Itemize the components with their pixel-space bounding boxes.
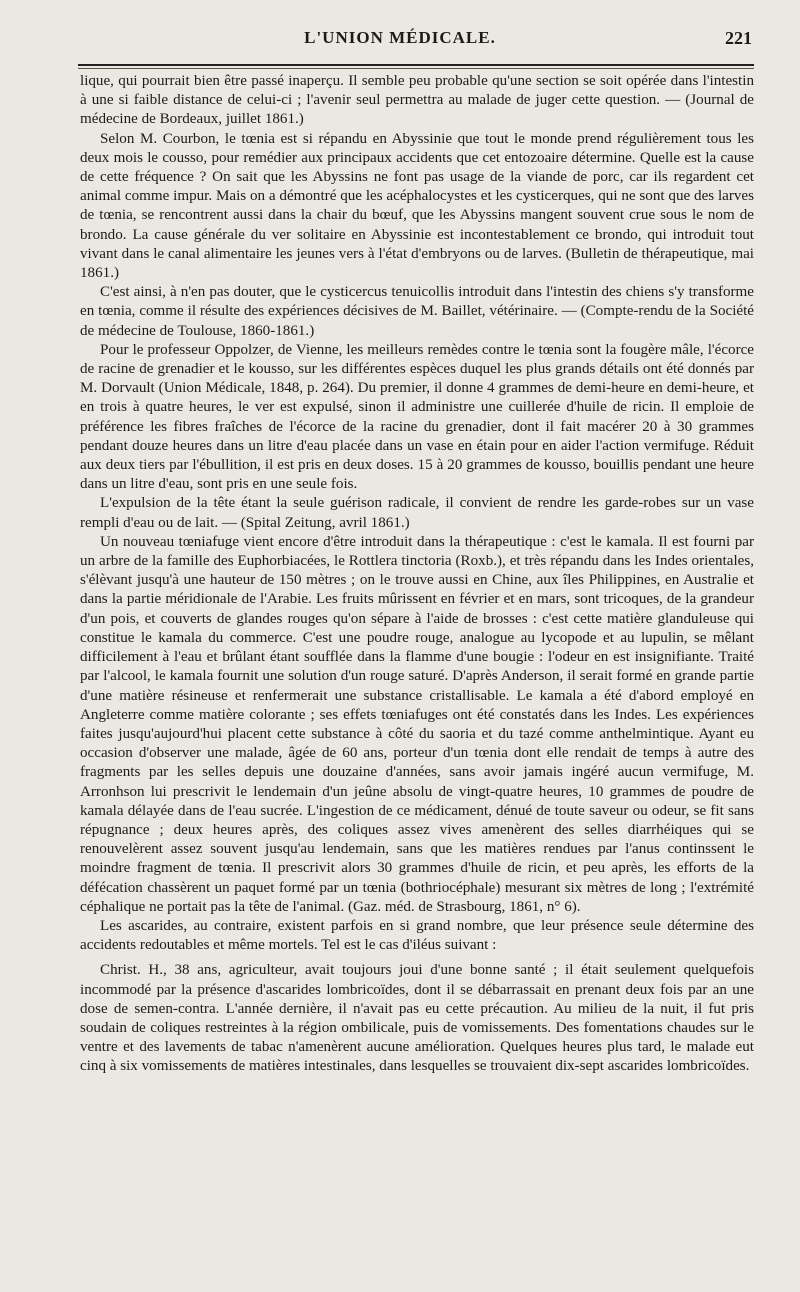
paragraph: lique, qui pourrait bien être passé inaperçu. Il semble peu probable qu'une section se soit opérée dans l'intestin à une si faible distance de celui-ci ; l'avenir seul permettra au malade de juger cette question. — (Journal de médecine de Bordeaux, juillet 1861.) bbox=[80, 73, 754, 128]
page-header bbox=[0, 28, 800, 58]
body-text bbox=[80, 72, 754, 1077]
paragraph: Les ascarides, au contraire, existent parfois en si grand nombre, que leur présence seule détermine des accidents redoutables et même mortels. Tel est le cas d'iléus suivant : bbox=[80, 917, 754, 954]
paragraph: C'est ainsi, à n'en pas douter, que le cysticercus tenuicollis introduit dans l'intestin des chiens s'y transforme en tœnia, comme il résulte des expériences décisives de M. Baillet, vétérinaire. — (Compte-rendu de la Société de médecine de Toulouse, 1860-1861.) bbox=[80, 284, 754, 339]
paragraph: Pour le professeur Oppolzer, de Vienne, les meilleurs remèdes contre le tœnia sont la fougère mâle, l'écorce de racine de grenadier et le kousso, sur les différentes espèces duquel les plus grands détails ont été donnés par M. Dorvault (Union Médicale, 1848, p. 264). Du premier, il donne 4 grammes de demi-heure en demi-heure, et en trois à quatre heures, le ver est expulsé, sinon il administre une cuillerée d'huile de ricin. Il emploie de préférence les fibres fraîches de l'écorce de la racine du grenadier, dont il fait macérer 20 à 30 grammes pendant douze heures dans un litre d'eau placée dans un vase en étain pour en aider l'action vermifuge. Réduit aux deux tiers par l'ébullition, il est pris en deux doses. 15 à 20 grammes de kousso, bouillis pendant une heure dans un litre d'eau, sont pris en une seule fois. bbox=[80, 341, 754, 493]
paragraph: L'expulsion de la tête étant la seule guérison radicale, il convient de rendre les garde-robes sur un vase rempli d'eau ou de lait. — (Spital Zeitung, avril 1861.) bbox=[80, 495, 754, 531]
running-title: L'UNION MÉDICALE. bbox=[304, 28, 496, 47]
paragraph: Christ. H., 38 ans, agriculteur, avait toujours joui d'une bonne santé ; il était seulement quelquefois incommodé par la présence d'ascarides lombricoïdes, dont il se débarrassait en prenant deux fois par an une dose de semen-contra. L'année dernière, il n'avait pas eu cette précaution. Au milieu de la nuit, il fut pris soudain de coliques restreintes à la région ombilicale, puis de vomissements. Des fomentations chaudes sur le ventre et des lavements de tabac n'amenèrent aucune amélioration. Quelques heures plus tard, le malade eut cinq à six vomissements de matières intestinales, dans lesquelles se trouvaient dix-sept ascarides lombricoïdes. bbox=[80, 962, 754, 1075]
header-rule-thin bbox=[78, 68, 754, 69]
page-number: 221 bbox=[725, 28, 752, 48]
header-rule bbox=[78, 64, 754, 66]
paragraph: Selon M. Courbon, le tœnia est si répandu en Abyssinie que tout le monde prend régulièrement tous les deux mois le cousso, pour remédier aux principaux accidents que cet entozoaire détermine. Quelle est la cause de cette fréquence ? On sait que les Abyssins ne font pas usage de la viande de porc, car ils regardent cet animal comme impur. Mais on a démontré que les acéphalocystes et les cysticerques, qui ne sont que des larves de tœnia, se rencontrent aussi dans la chair du bœuf, que les Abyssins mangent souvent crue sous le nom de brondo. La cause générale du ver solitaire en Abyssinie est incontestablement ce brondo, qui introduit tout vivant dans le canal alimentaire les jeunes vers à l'état d'embryons ou de larves. (Bulletin de thérapeutique, mai 1861.) bbox=[80, 130, 754, 282]
paragraph: Un nouveau tœniafuge vient encore d'être introduit dans la thérapeutique : c'est le kamala. Il est fourni par un arbre de la famille des Euphorbiacées, le Rottlera tinctoria (Roxb.), et très répandu dans les Indes orientales, s'élèvant jusqu'à une hauteur de 150 mètres ; on le trouve aussi en Chine, aux îles Philippines, en Australie et dans la partie méridionale de l'Arabie. Les fruits mûrissent en février et en mars, sont tricoques, de la grandeur d'un pois, et couverts de glandes rouges qu'on sépare à l'aide de brosses : c'est cette matière glanduleuse qui constitue le kamala du commerce. C'est une poudre rouge, analogue au lycopode et au lupulin, se mêlant difficilement à l'eau et brûlant étant soufflée dans la flamme d'une bougie : l'odeur en est insignifiante. Traité par l'alcool, le kamala fournit une solution d'un rouge saturé. D'après Anderson, il serait formé en grande partie d'une matière résineuse et renfermerait une substance cristallisable. Le kamala a été d'abord employé en Angleterre comme matière colorante ; ses effets tœniafuges ont été constatés dans les Indes. Les expériences faites jusqu'aujourd'hui placent cette substance à côté du saoria et du tazé comme anthelmintique. Ayant eu occasion d'observer une malade, âgée de 60 ans, porteur d'un tœnia dont elle rendait de temps à autre des fragments par les selles depuis une douzaine d'années, sans avoir jamais ingéré aucun vermifuge, M. Arronhson lui prescrivit le lendemain d'un jeûne absolu de vingt-quatre heures, 10 grammes de poudre de kamala délayée dans de l'eau sucrée. L'ingestion de ce médicament, dénué de toute saveur ou odeur, se fit sans répugnance ; deux heures après, des coliques assez vives amenèrent des selles diarrhéiques qui se renouvelèrent assez souvent jusqu'au lendemain, sans que les matières rendues par l'anus continssent le moindre fragment de tœnia. Il prescrivit alors 30 grammes d'huile de ricin, et peu après, les efforts de la défécation chassèrent un paquet formé par un tœnia (bothriocéphale) mesurant six mètres de long ; l'extrémité céphalique ne portait pas la tête de l'animal. (Gaz. méd. de Strasbourg, 1861, n° 6). bbox=[80, 533, 754, 915]
